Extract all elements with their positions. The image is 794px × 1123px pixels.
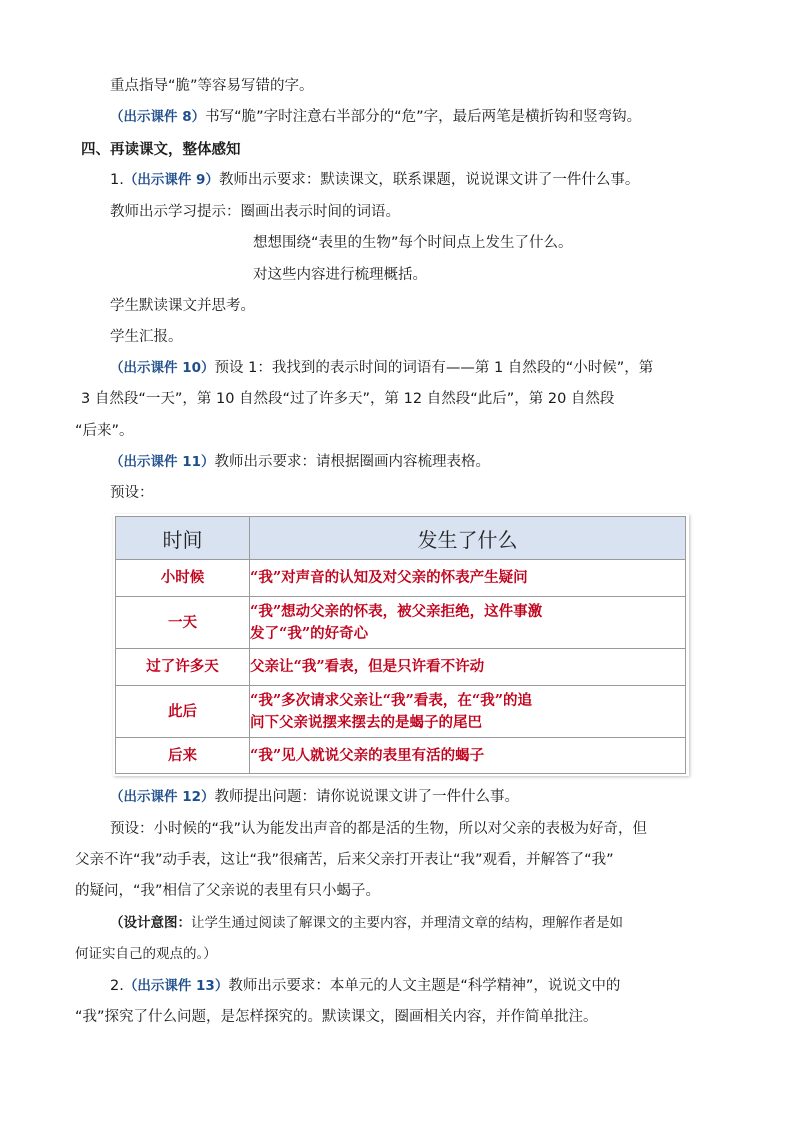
event-cell [250,597,686,649]
text-line [110,787,519,807]
text-line [110,170,639,190]
time-cell: 此后 [116,686,250,738]
courseware-tag: （出示课件 10） [110,360,215,376]
item-number: 2. [110,978,124,994]
time-cell: 一天 [116,597,250,649]
event-line: “我”多次请求父亲让“我”看表，在“我”的追 [250,691,533,709]
line-text: 父亲不许“我”动手表，这让“我”很痛苦，后来父亲打开表让“我”观看，并解答了“我” [75,852,614,868]
table-row [116,738,686,774]
header-time: 时间 [116,517,250,560]
item-number: 1. [110,172,124,188]
line-text: 预设：小时候的“我”认为能发出声音的都是活的生物，所以对父亲的表极为好奇，但 [110,821,648,837]
event-cell [250,738,686,774]
line-text: 教师出示要求：默读课文，联系课题，说说课文讲了一件什么事。 [218,172,640,188]
event-line: 发了“我”的好奇心 [250,624,369,642]
line-text: 书写“脆”字时注意右半部分的“危”字，最后两笔是横折钩和竖弯钩。 [205,109,642,125]
text-line [110,327,183,347]
summary-table [115,516,686,774]
courseware-tag: （出示课件 11） [110,454,215,470]
text-line [75,850,614,870]
line-text: 教师出示要求：请根据圈画内容梳理表格。 [214,454,490,470]
text-line [81,389,614,409]
line-text: 学生汇报。 [110,329,183,345]
event-cell [250,560,686,597]
line-text: 的疑问，“我”相信了父亲说的表里有只小蝎子。 [75,883,381,899]
courseware-tag: （出示课件 13） [123,978,229,994]
time-cell: 小时候 [116,560,250,597]
note-label: （设计意图： [110,915,191,931]
table-row [116,686,686,738]
table-row [116,649,686,686]
courseware-tag: （出示课件 9） [123,172,219,188]
event-line: “我”对声音的认知及对父亲的怀表产生疑问 [250,569,528,586]
text-line [110,76,314,96]
table-header-row [116,517,686,560]
event-cell [250,686,686,738]
text-line [110,976,620,996]
table-row [116,560,686,597]
time-cell: 后来 [116,738,250,774]
text-line [110,819,647,839]
time-cell: 过了许多天 [116,649,250,686]
design-note [75,944,217,964]
event-line: 问下父亲说摆来摆去的是蝎子的尾巴 [250,713,482,731]
text-line [75,881,380,901]
event-line: 父亲让“我”看表，但是只许看不许动 [250,658,485,675]
text-line [110,483,154,503]
heading-text: 四、再读课文，整体感知 [81,142,241,158]
line-text: 预设： [110,485,154,501]
table-row [116,597,686,649]
header-event: 发生了什么 [250,517,686,560]
text-line [110,358,653,378]
section-heading [81,140,241,160]
event-line: “我”想动父亲的怀表，被父亲拒绝，这件事激 [250,602,543,620]
event-line: “我”见人就说父亲的表里有活的蝎子 [250,746,485,764]
courseware-tag: （出示课件 8） [110,109,206,125]
text-line [253,265,427,285]
text-line [110,452,490,472]
line-text: 想想围绕“表里的生物”每个时间点上发生了什么。 [253,235,573,251]
text-line [75,1007,598,1027]
line-text: 学生默读课文并思考。 [110,298,255,314]
text-line [110,202,400,222]
line-text: “后来”。 [75,423,134,439]
note-text: 让学生通过阅读了解课文的主要内容，并理清文章的结构，理解作者是如 [191,915,623,931]
courseware-tag: （出示课件 12） [110,789,215,805]
note-text: 何证实自己的观点的。） [75,946,217,962]
line-text: 教师出示学习提示：圈画出表示时间的词语。 [110,204,400,220]
line-text: 3 自然段“一天”，第 10 自然段“过了许多天”，第 12 自然段“此后”，第 20 自然段 [81,391,615,407]
event-cell [250,649,686,686]
line-text: 教师出示要求：本单元的人文主题是“科学精神”，说说文中的 [228,978,621,994]
text-line [110,107,641,127]
line-text: 预设 1：我找到的表示时间的词语有——第 1 自然段的“小时候”，第 [214,360,654,376]
line-text: 对这些内容进行梳理概括。 [253,267,427,283]
text-line [75,421,134,441]
text-line [253,233,573,253]
line-text: “我”探究了什么问题，是怎样探究的。默读课文，圈画相关内容，并作简单批注。 [75,1009,598,1025]
text-line [110,296,255,316]
line-text: 教师提出问题：请你说说课文讲了一件什么事。 [214,789,519,805]
design-note [110,913,623,933]
line-text: 重点指导“脆”等容易写错的字。 [110,78,314,94]
